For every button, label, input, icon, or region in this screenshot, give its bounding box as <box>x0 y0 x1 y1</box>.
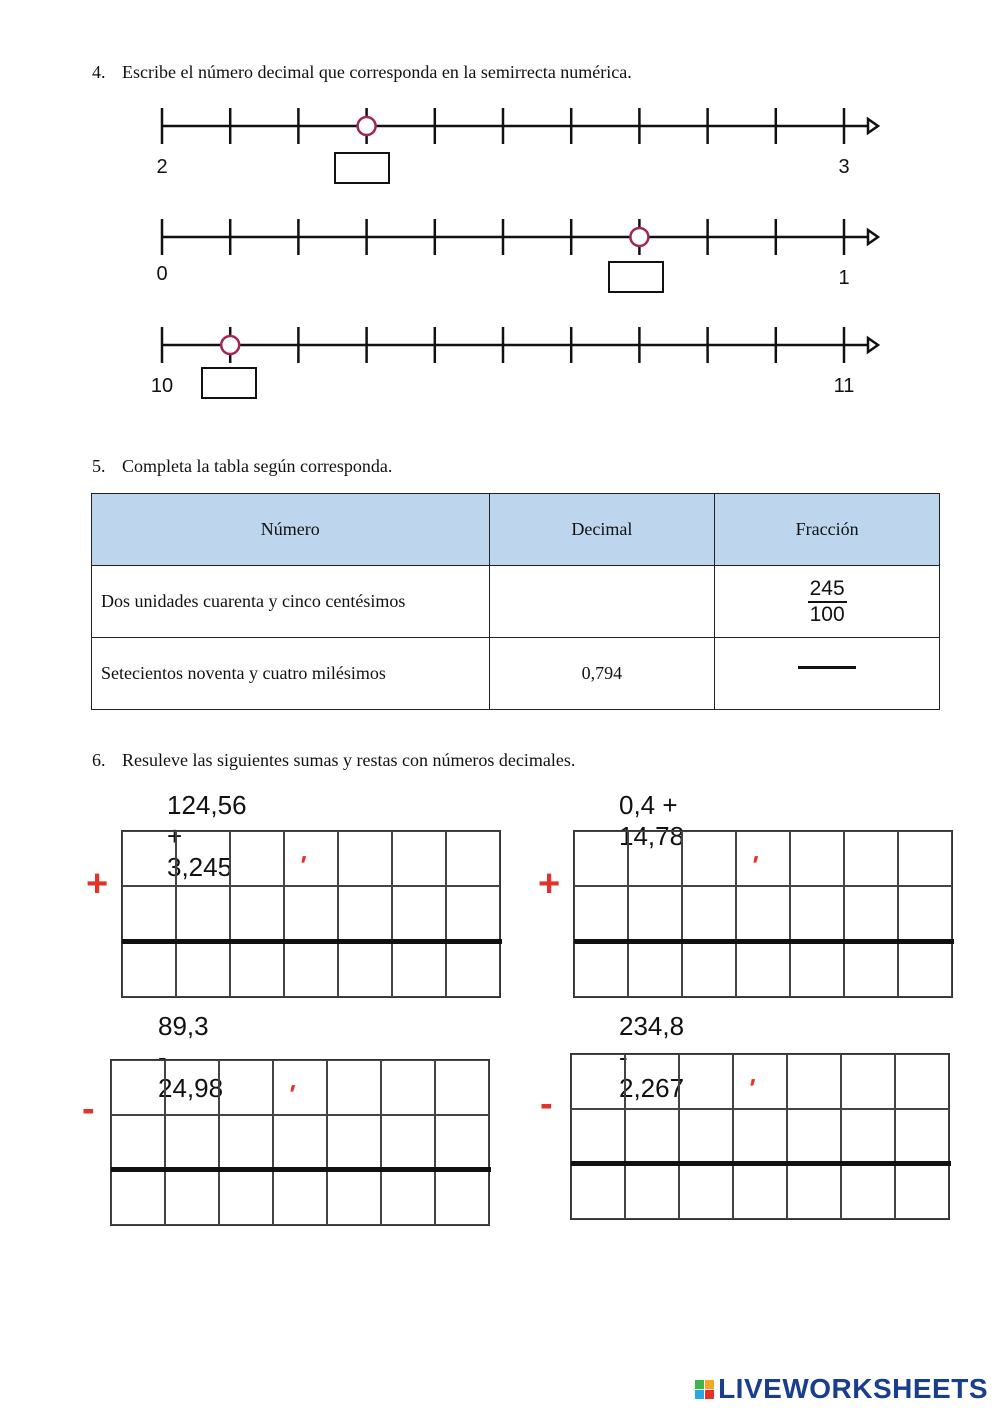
decimal-value: 0,794 <box>489 638 715 710</box>
grid-cell[interactable] <box>392 886 446 941</box>
operation-grid <box>573 830 953 998</box>
grid-cell[interactable] <box>625 1164 679 1219</box>
grid-cell[interactable] <box>736 886 790 941</box>
minus-sign: - <box>540 1083 553 1125</box>
denominator: 100 <box>809 602 845 626</box>
grid-cell[interactable] <box>327 1170 381 1225</box>
grid-cell[interactable] <box>790 831 844 886</box>
grid-cell[interactable] <box>176 942 230 997</box>
logo-square <box>695 1390 704 1399</box>
grid-cell[interactable] <box>273 1060 327 1115</box>
question-6-title <box>92 750 575 771</box>
grid-cell[interactable] <box>122 831 176 886</box>
grid-cell[interactable] <box>733 1109 787 1164</box>
answer-box[interactable] <box>334 152 390 184</box>
fraction-bar <box>798 666 856 669</box>
numerator: 245 <box>808 577 847 603</box>
decimal-comma: ' <box>744 1073 759 1103</box>
question-text: Escribe el número decimal que corresponda en la semirrecta numérica. <box>122 62 632 82</box>
grid-cell[interactable] <box>165 1170 219 1225</box>
start-label: 10 <box>150 375 174 397</box>
grid-cell[interactable] <box>841 1164 895 1219</box>
number-line-svg <box>140 211 900 311</box>
grid-cell[interactable] <box>381 1170 435 1225</box>
header-decimal: Decimal <box>489 494 715 566</box>
grid-cell[interactable] <box>111 1170 165 1225</box>
question-4-title <box>92 62 632 83</box>
grid-cell[interactable] <box>381 1115 435 1170</box>
number-line-2 <box>140 211 900 311</box>
logo-square <box>705 1390 714 1399</box>
question-number: 6. <box>92 750 106 770</box>
result-line <box>111 1167 491 1172</box>
grid-cell[interactable] <box>844 942 898 997</box>
grid-cell[interactable] <box>682 831 736 886</box>
grid-cell[interactable] <box>574 942 628 997</box>
grid-cell[interactable] <box>571 1109 625 1164</box>
grid-cell[interactable] <box>898 886 952 941</box>
marked-point <box>221 336 239 354</box>
grid-cell[interactable] <box>682 942 736 997</box>
plus-sign: + <box>538 863 561 905</box>
grid-cell[interactable] <box>219 1170 273 1225</box>
operation-grid <box>121 830 501 998</box>
liveworksheets-brand <box>695 1373 988 1405</box>
grid-cell[interactable] <box>844 886 898 941</box>
table-header-row <box>92 494 940 566</box>
logo-square <box>705 1380 714 1389</box>
decimal-table <box>91 493 940 710</box>
grid-cell[interactable] <box>284 942 338 997</box>
grid-cell[interactable] <box>895 1054 949 1109</box>
fraction <box>808 577 847 627</box>
grid-cell[interactable] <box>679 1164 733 1219</box>
question-5-title <box>92 456 392 477</box>
grid-cell[interactable] <box>435 1060 489 1115</box>
answer-box[interactable] <box>201 367 257 399</box>
result-line <box>571 1161 951 1166</box>
end-label: 11 <box>833 375 855 397</box>
grid-cell[interactable] <box>273 1115 327 1170</box>
grid-cell[interactable] <box>176 831 230 886</box>
grid-cell[interactable] <box>898 942 952 997</box>
grid-cell[interactable] <box>111 1060 165 1115</box>
grid-cell[interactable] <box>435 1170 489 1225</box>
grid-cell[interactable] <box>392 942 446 997</box>
grid-cell[interactable] <box>446 831 500 886</box>
grid-cell[interactable] <box>230 942 284 997</box>
operation-expression: 124,56 + 3,245 <box>167 790 247 882</box>
grid-cell[interactable] <box>844 831 898 886</box>
grid-cell[interactable] <box>736 942 790 997</box>
number-line-1 <box>140 100 900 200</box>
grid-cell[interactable] <box>338 942 392 997</box>
grid-cell[interactable] <box>338 831 392 886</box>
grid-cell[interactable] <box>733 1164 787 1219</box>
grid-cell[interactable] <box>122 886 176 941</box>
grid-cell[interactable] <box>625 1054 679 1109</box>
grid-cell[interactable] <box>571 1164 625 1219</box>
question-number: 4. <box>92 62 106 82</box>
operation-grid <box>110 1059 490 1226</box>
question-number: 5. <box>92 456 106 476</box>
table-row <box>92 566 940 638</box>
decimal-comma: ' <box>284 1079 299 1109</box>
arrow-head-icon <box>868 119 878 133</box>
grid-cell[interactable] <box>446 886 500 941</box>
grid-cell[interactable] <box>679 1109 733 1164</box>
grid-cell[interactable] <box>392 831 446 886</box>
fraction-cell <box>715 566 940 638</box>
header-numero: Número <box>92 494 490 566</box>
grid-cell[interactable] <box>338 886 392 941</box>
end-label: 3 <box>838 156 850 178</box>
grid-cell[interactable] <box>165 1060 219 1115</box>
grid-cell[interactable] <box>435 1115 489 1170</box>
grid-cell[interactable] <box>574 831 628 886</box>
grid-cell[interactable] <box>230 831 284 886</box>
end-label: 1 <box>838 267 850 289</box>
arrow-head-icon <box>868 338 878 352</box>
marked-point <box>630 228 648 246</box>
result-line <box>122 939 502 944</box>
operation-grid <box>570 1053 950 1220</box>
start-label: 2 <box>156 156 168 178</box>
number-line-3 <box>140 319 900 419</box>
operation-expression: 234,8 - 2,267 <box>619 1011 685 1103</box>
grid-cell[interactable] <box>446 942 500 997</box>
grid-cell[interactable] <box>327 1060 381 1115</box>
marked-point <box>358 117 376 135</box>
answer-box[interactable] <box>608 261 664 293</box>
question-text: Resuleve las siguientes sumas y restas con números decimales. <box>122 750 576 770</box>
grid-cell[interactable] <box>219 1115 273 1170</box>
grid-cell[interactable] <box>571 1054 625 1109</box>
grid-cell[interactable] <box>895 1109 949 1164</box>
grid-cell[interactable] <box>787 1109 841 1164</box>
operation-expression: 0,4 + 14,78 <box>619 790 685 851</box>
grid-cell[interactable] <box>787 1164 841 1219</box>
decimal-comma: ' <box>295 850 310 880</box>
row-name: Dos unidades cuarenta y cinco centésimos <box>92 566 490 638</box>
grid-cell[interactable] <box>790 886 844 941</box>
grid-cell[interactable] <box>790 942 844 997</box>
grid-cell[interactable] <box>284 831 338 886</box>
row-name: Setecientos noventa y cuatro milésimos <box>92 638 490 710</box>
grid-cell[interactable] <box>841 1109 895 1164</box>
operation-expression: 89,3 - 24,98 <box>158 1011 224 1103</box>
liveworksheets-logo-icon <box>695 1380 714 1399</box>
grid-cell[interactable] <box>736 831 790 886</box>
result-line <box>574 939 954 944</box>
grid-cell[interactable] <box>230 886 284 941</box>
decimal-answer-cell[interactable] <box>489 566 715 638</box>
grid-cell[interactable] <box>628 942 682 997</box>
grid-cell[interactable] <box>273 1170 327 1225</box>
grid-cell[interactable] <box>682 886 736 941</box>
grid-cell[interactable] <box>111 1115 165 1170</box>
grid-cell[interactable] <box>574 886 628 941</box>
grid-cell[interactable] <box>898 831 952 886</box>
grid-cell[interactable] <box>381 1060 435 1115</box>
grid-cell[interactable] <box>219 1060 273 1115</box>
grid-cell[interactable] <box>284 886 338 941</box>
grid-cell[interactable] <box>176 886 230 941</box>
grid-cell[interactable] <box>733 1054 787 1109</box>
grid-cell[interactable] <box>679 1054 733 1109</box>
grid-cell[interactable] <box>628 886 682 941</box>
logo-square <box>695 1380 704 1389</box>
header-fraccion: Fracción <box>715 494 940 566</box>
table-row <box>92 638 940 710</box>
grid-cell[interactable] <box>895 1164 949 1219</box>
plus-sign: + <box>86 863 109 905</box>
decimal-comma: ' <box>747 850 762 880</box>
arrow-head-icon <box>868 230 878 244</box>
number-line-svg <box>140 100 900 200</box>
minus-sign: - <box>82 1088 95 1130</box>
fraction-answer-cell[interactable] <box>715 638 940 710</box>
brand-text: LIVEWORKSHEETS <box>718 1373 988 1404</box>
grid-cell[interactable] <box>625 1109 679 1164</box>
grid-cell[interactable] <box>165 1115 219 1170</box>
question-text: Completa la tabla según corresponda. <box>122 456 393 476</box>
start-label: 0 <box>156 263 168 285</box>
grid-cell[interactable] <box>787 1054 841 1109</box>
grid-cell[interactable] <box>327 1115 381 1170</box>
grid-cell[interactable] <box>628 831 682 886</box>
grid-cell[interactable] <box>122 942 176 997</box>
grid-cell[interactable] <box>841 1054 895 1109</box>
